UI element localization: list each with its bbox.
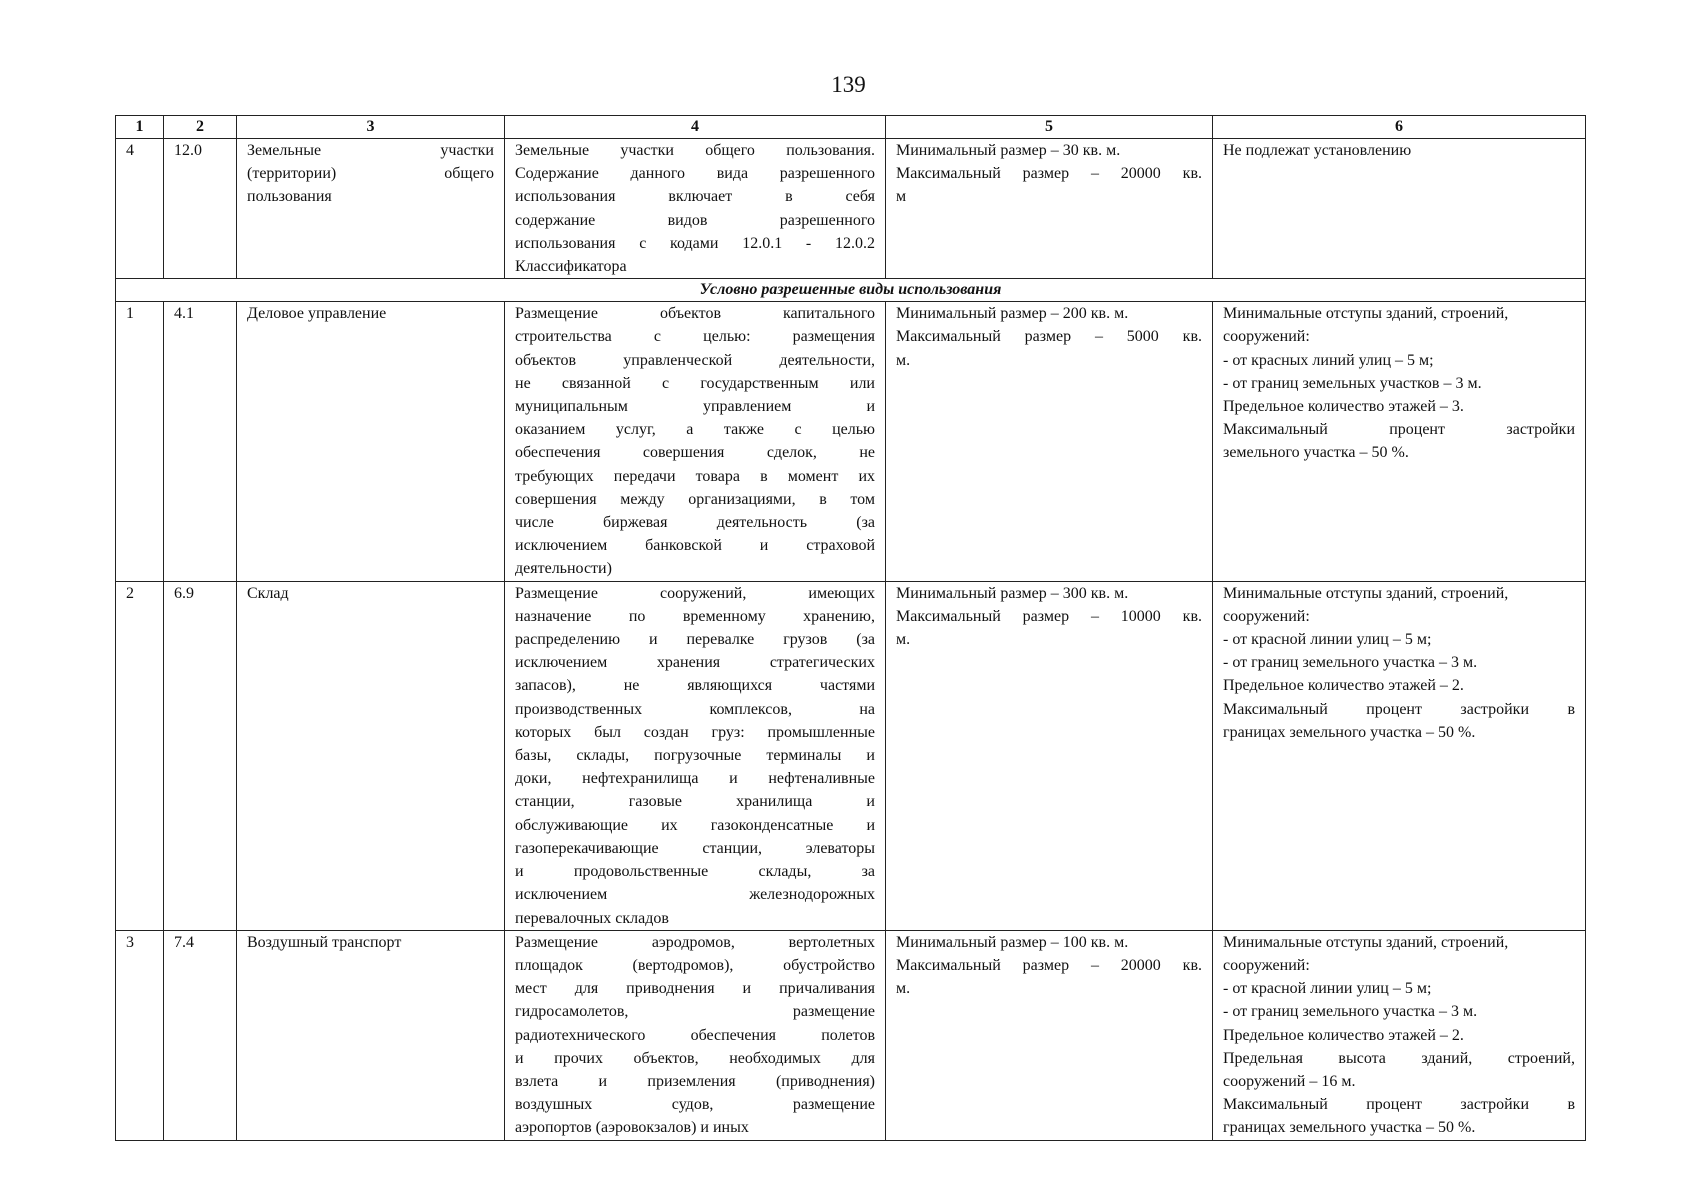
table-header-row — [116, 116, 1586, 139]
text-line: Минимальные отступы зданий, строений, — [1223, 933, 1509, 951]
text-line: оказанием услуг, а также с целью — [515, 421, 875, 439]
text-line: - от красных линий улиц – 5 м; — [1223, 351, 1434, 369]
text-line: использования с кодами 12.0.1 - 12.0.2 — [515, 234, 875, 252]
use-description — [505, 302, 886, 581]
construction-parameters — [1213, 581, 1586, 930]
text-line: доки, нефтехранилища и нефтеналивные — [515, 770, 875, 788]
text-line: Максимальный размер – 5000 кв. — [896, 328, 1202, 346]
text-line: - от границ земельного участка – 3 м. — [1223, 654, 1478, 672]
text-line: назначение по временному хранению, — [515, 607, 875, 625]
text-line: обслуживающие их газоконденсатные и — [515, 816, 875, 834]
text-line: Земельные участки — [247, 142, 494, 159]
text-line: перевалочных складов — [515, 909, 669, 927]
text-line: земельного участка – 50 %. — [1223, 444, 1409, 462]
row-number: 1 — [116, 302, 164, 581]
use-description — [505, 581, 886, 930]
construction-parameters — [1213, 139, 1586, 279]
text-line: сооружений: — [1223, 328, 1310, 346]
text-line: Максимальный процент застройки в — [1223, 1096, 1575, 1114]
text-line: м. — [896, 980, 911, 998]
column-header-6: 6 — [1213, 116, 1586, 139]
text-line: Минимальный размер – 30 кв. м. — [896, 142, 1121, 159]
text-line: Предельное количество этажей – 3. — [1223, 398, 1464, 416]
column-header-4: 4 — [505, 116, 886, 139]
use-name — [237, 581, 505, 930]
text-line: числе биржевая деятельность (за — [515, 514, 875, 532]
text-line: и прочих объектов, необходимых для — [515, 1049, 875, 1067]
text-line: не связанной с государственным или — [515, 374, 875, 392]
table-body — [116, 139, 1586, 1141]
text-line: Минимальные отступы зданий, строений, — [1223, 584, 1509, 602]
text-line: станции, газовые хранилища и — [515, 793, 875, 811]
text-line: м. — [896, 631, 911, 649]
use-code: 6.9 — [164, 581, 237, 930]
column-header-3: 3 — [237, 116, 505, 139]
text-line: Склад — [247, 584, 289, 602]
use-name — [237, 139, 505, 279]
use-description — [505, 139, 886, 279]
text-line: - от красной линии улиц – 5 м; — [1223, 631, 1432, 649]
use-code: 4.1 — [164, 302, 237, 581]
text-line: - от границ земельного участка – 3 м. — [1223, 1003, 1478, 1021]
text-line: распределению и перевалке грузов (за — [515, 631, 875, 649]
text-line: Деловое управление — [247, 305, 387, 323]
text-line: Предельное количество этажей – 2. — [1223, 1026, 1464, 1044]
use-description — [505, 930, 886, 1140]
text-line: муниципальным управлением и — [515, 398, 875, 416]
text-line: Максимальный размер – 20000 кв. — [896, 165, 1202, 183]
text-line: - от красной линии улиц – 5 м; — [1223, 980, 1432, 998]
text-line: содержание видов разрешенного — [515, 211, 875, 229]
section-title: Условно разрешенные виды использования — [116, 279, 1586, 302]
use-code: 7.4 — [164, 930, 237, 1140]
text-line: сооружений: — [1223, 956, 1310, 974]
text-line: Максимальный процент застройки — [1223, 421, 1575, 439]
plot-size — [886, 139, 1213, 279]
text-line: Предельная высота зданий, строений, — [1223, 1049, 1575, 1067]
text-line: Размещение объектов капитального — [515, 305, 875, 323]
text-line: Предельное количество этажей – 2. — [1223, 677, 1464, 695]
column-header-2: 2 — [164, 116, 237, 139]
text-line: Минимальный размер – 100 кв. м. — [896, 933, 1129, 951]
text-line: воздушных судов, размещение — [515, 1096, 875, 1114]
table-row — [116, 581, 1586, 930]
text-line: радиотехнического обеспечения полетов — [515, 1026, 875, 1044]
land-use-table — [115, 115, 1586, 1141]
column-header-1: 1 — [116, 116, 164, 139]
text-line: Минимальный размер – 300 кв. м. — [896, 584, 1129, 602]
text-line: исключением железнодорожных — [515, 886, 875, 904]
text-line: границах земельного участка – 50 %. — [1223, 723, 1476, 741]
text-line: сооружений – 16 м. — [1223, 1072, 1356, 1090]
text-line: м — [896, 188, 907, 206]
construction-parameters — [1213, 302, 1586, 581]
text-line: запасов), не являющихся частями — [515, 677, 875, 695]
text-line: требующих передачи товара в момент их — [515, 467, 875, 485]
text-line: Воздушный транспорт — [247, 933, 402, 951]
text-line: Максимальный размер – 20000 кв. — [896, 956, 1202, 974]
plot-size — [886, 302, 1213, 581]
table-row — [116, 302, 1586, 581]
text-line: совершения между организациями, в том — [515, 490, 875, 508]
row-number: 3 — [116, 930, 164, 1140]
text-line: деятельности) — [515, 560, 612, 578]
text-line: Размещение сооружений, имеющих — [515, 584, 875, 602]
text-line: аэропортов (аэровокзалов) и иных — [515, 1119, 749, 1137]
use-name — [237, 930, 505, 1140]
text-line: Не подлежат установлению — [1223, 142, 1412, 159]
text-line: мест для приводнения и причаливания — [515, 980, 875, 998]
column-header-5: 5 — [886, 116, 1213, 139]
text-line: которых был создан груз: промышленные — [515, 723, 875, 741]
text-line: исключением хранения стратегических — [515, 654, 875, 672]
text-line: площадок (вертодромов), обустройство — [515, 956, 875, 974]
section-row — [116, 279, 1586, 302]
text-line: объектов управленческой деятельности, — [515, 351, 875, 369]
text-line: Земельные участки общего пользования. — [515, 142, 875, 159]
text-line: газоперекачивающие станции, элеваторы — [515, 839, 875, 857]
text-line: и продовольственные склады, за — [515, 863, 875, 881]
text-line: сооружений: — [1223, 607, 1310, 625]
use-name — [237, 302, 505, 581]
table-row — [116, 139, 1586, 279]
text-line: м. — [896, 351, 911, 369]
use-code: 12.0 — [164, 139, 237, 279]
text-line: производственных комплексов, на — [515, 700, 875, 718]
text-line: - от границ земельных участков – 3 м. — [1223, 374, 1482, 392]
plot-size — [886, 581, 1213, 930]
row-number: 4 — [116, 139, 164, 279]
text-line: обеспечения совершения сделок, не — [515, 444, 875, 462]
text-line: использования включает в себя — [515, 188, 875, 206]
construction-parameters — [1213, 930, 1586, 1140]
text-line: Максимальный размер – 10000 кв. — [896, 607, 1202, 625]
text-line: Минимальный размер – 200 кв. м. — [896, 305, 1129, 323]
text-line: Классификатора — [515, 258, 627, 276]
text-line: взлета и приземления (приводнения) — [515, 1072, 875, 1090]
text-line: базы, склады, погрузочные терминалы и — [515, 747, 875, 765]
text-line: Размещение аэродромов, вертолетных — [515, 933, 875, 951]
text-line: границах земельного участка – 50 %. — [1223, 1119, 1476, 1137]
text-line: Содержание данного вида разрешенного — [515, 165, 875, 183]
text-line: Минимальные отступы зданий, строений, — [1223, 305, 1509, 323]
text-line: Максимальный процент застройки в — [1223, 700, 1575, 718]
text-line: (территории) общего — [247, 165, 494, 183]
table-row — [116, 930, 1586, 1140]
text-line: гидросамолетов, размещение — [515, 1003, 875, 1021]
text-line: пользования — [247, 188, 332, 206]
row-number: 2 — [116, 581, 164, 930]
page-number: 139 — [831, 72, 866, 97]
plot-size — [886, 930, 1213, 1140]
text-line: строительства с целью: размещения — [515, 328, 875, 346]
text-line: исключением банковской и страховой — [515, 537, 875, 555]
